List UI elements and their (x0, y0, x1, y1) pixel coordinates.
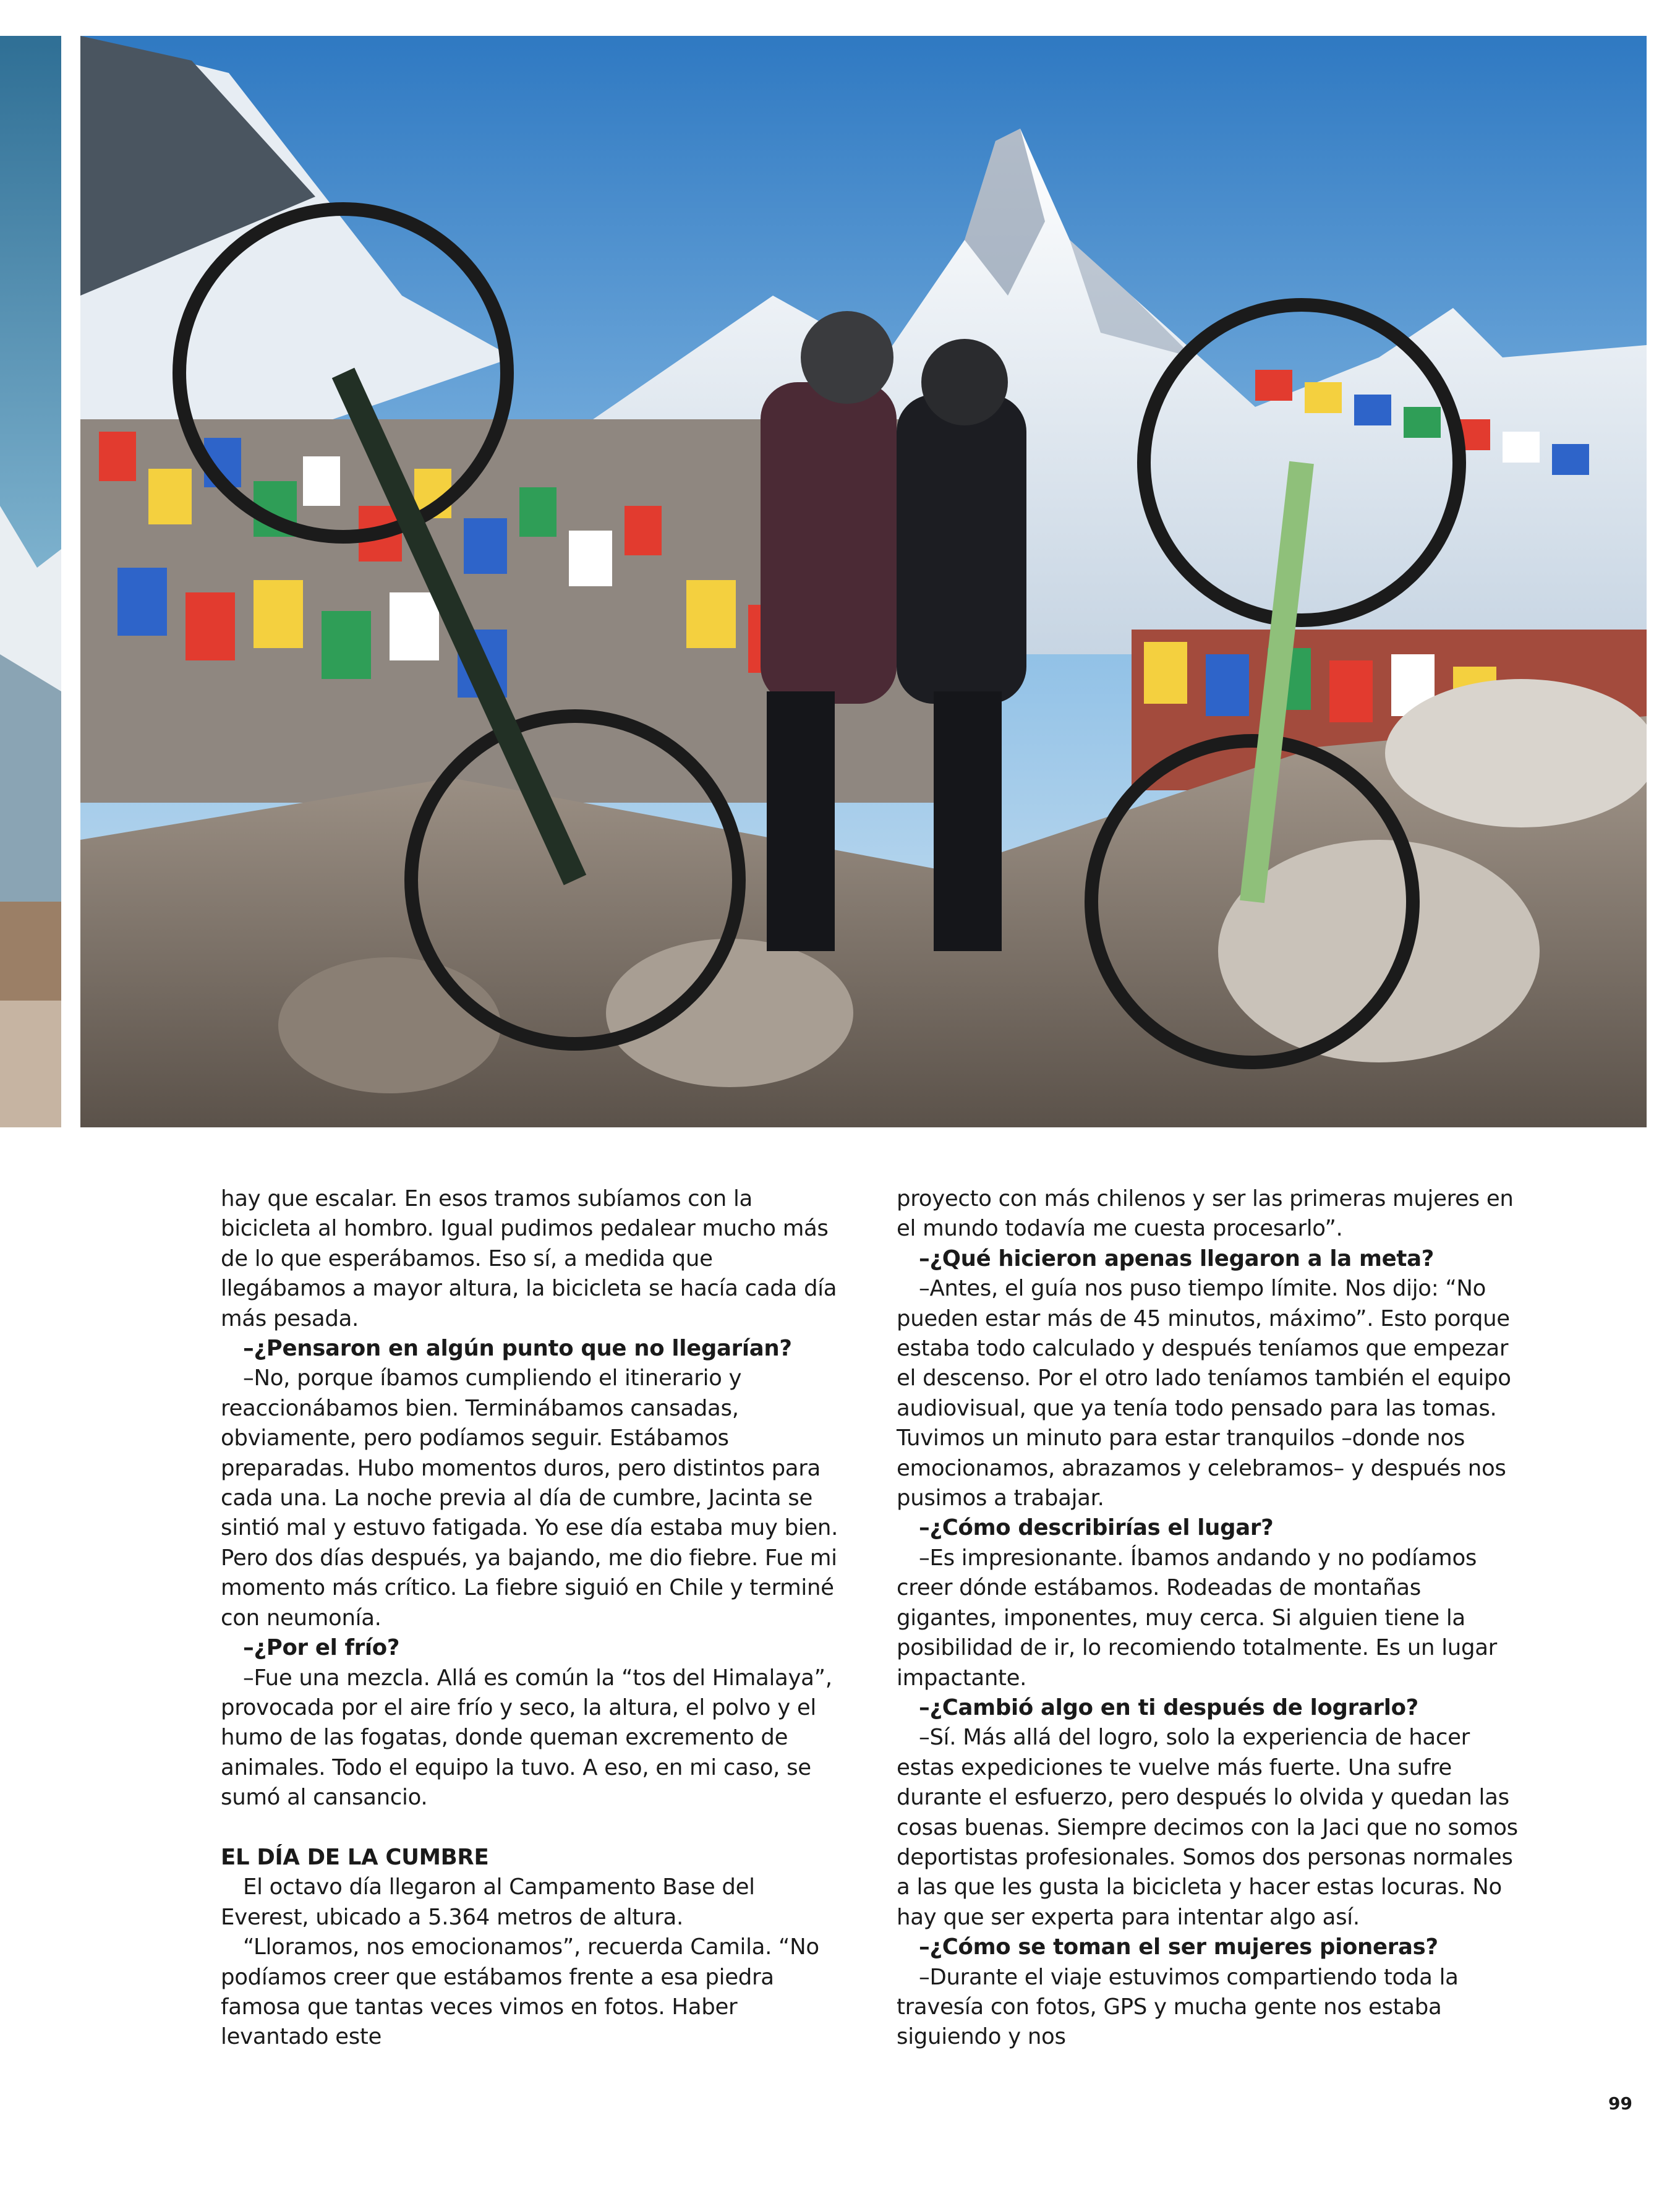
left-edge-photo (0, 36, 61, 1127)
interview-question: –¿Por el frío? (243, 1635, 400, 1661)
interview-answer: –No, porque íbamos cumpliendo el itinerario y reaccionábamos bien. Terminábamos cansadas, obviamente, pero podíamos seguir. Estábamos preparadas. Hubo momentos duros, pero distintos para cada una. La noche previa al día de cumbre, Jacinta se sintió mal y estuvo fatigada. Yo ese día estaba muy bien. Pero dos días después, ya bajando, me dio fiebre. Fue mi momento más crítico. La fiebre siguió en Chile y terminé con neumonía. (221, 1365, 838, 1631)
body-paragraph: proyecto con más chilenos y ser las primeras mujeres en el mundo todavía me cuesta procesarlo”. (897, 1186, 1514, 1242)
cyclists-summit-image (80, 36, 1647, 1127)
interview-answer: –Fue una mezcla. Allá es común la “tos del Himalaya”, provocada por el aire frío y seco, la altura, el polvo y el humo de las fogatas, donde queman excremento de animales. Todo el equipo la tuvo. A eso, en mi caso, se sumó al cansancio. (221, 1665, 832, 1811)
interview-question: –¿Qué hicieron apenas llegaron a la meta? (919, 1245, 1435, 1271)
page-number: 99 (1608, 2093, 1632, 2114)
interview-question: –¿Cómo describirías el lugar? (919, 1515, 1274, 1541)
interview-answer: –Durante el viaje estuvimos compartiendo toda la travesía con fotos, GPS y mucha gente nos estaba siguiendo y nos (897, 1964, 1459, 2050)
left-text-column (221, 1184, 842, 2052)
main-photo (80, 36, 1647, 1127)
interview-question: –¿Cómo se toman el ser mujeres pioneras? (919, 1934, 1438, 1960)
interview-answer: –Antes, el guía nos puso tiempo límite. Nos dijo: “No pueden estar más de 45 minutos, máximo”. Esto porque estaba todo calculado y después teníamos que empezar el descenso. Por el otro lado teníamos también el equipo audiovisual, que ya tenía todo pensado para las tomas. Tuvimos un minuto para estar tranquilos –donde nos emocionamos, abrazamos y celebramos– y después nos pusimos a trabajar. (897, 1276, 1511, 1511)
body-paragraph: El octavo día llegaron al Campamento Base del Everest, ubicado a 5.364 metros de altura. (221, 1874, 755, 1930)
right-text-column (897, 1184, 1518, 2052)
interview-question: –¿Pensaron en algún punto que no llegarían? (243, 1336, 792, 1362)
body-paragraph: hay que escalar. En esos tramos subíamos con la bicicleta al hombro. Igual pudimos pedalear mucho más de lo que esperábamos. Eso sí, a medida que llegábamos a mayor altura, la bicicleta se hacía cada día más pesada. (221, 1186, 837, 1331)
mountain-strip-image (0, 36, 61, 1127)
body-paragraph: “Lloramos, nos emocionamos”, recuerda Camila. “No podíamos creer que estábamos frente a esa piedra famosa que tantas veces vimos en fotos. Haber levantado este (221, 1934, 819, 2050)
section-heading: EL DÍA DE LA CUMBRE (221, 1844, 489, 1870)
interview-answer: –Es impresionante. Íbamos andando y no podíamos creer dónde estábamos. Rodeadas de montañas gigantes, imponentes, muy cerca. Si alguien tiene la posibilidad de ir, lo recomiendo totalmente. Es un lugar impactante. (897, 1545, 1497, 1691)
interview-answer: –Sí. Más allá del logro, solo la experiencia de hacer estas expediciones te vuelve más fuerte. Una sufre durante el esfuerzo, pero después lo olvida y quedan las cosas buenas. Siempre decimos con la Jaci que no somos deportistas profesionales. Somos dos personas normales a las que les gusta la bicicleta y hacer estas locuras. No hay que ser experta para intentar algo así. (897, 1725, 1518, 1930)
interview-question: –¿Cambió algo en ti después de lograrlo? (919, 1694, 1418, 1720)
